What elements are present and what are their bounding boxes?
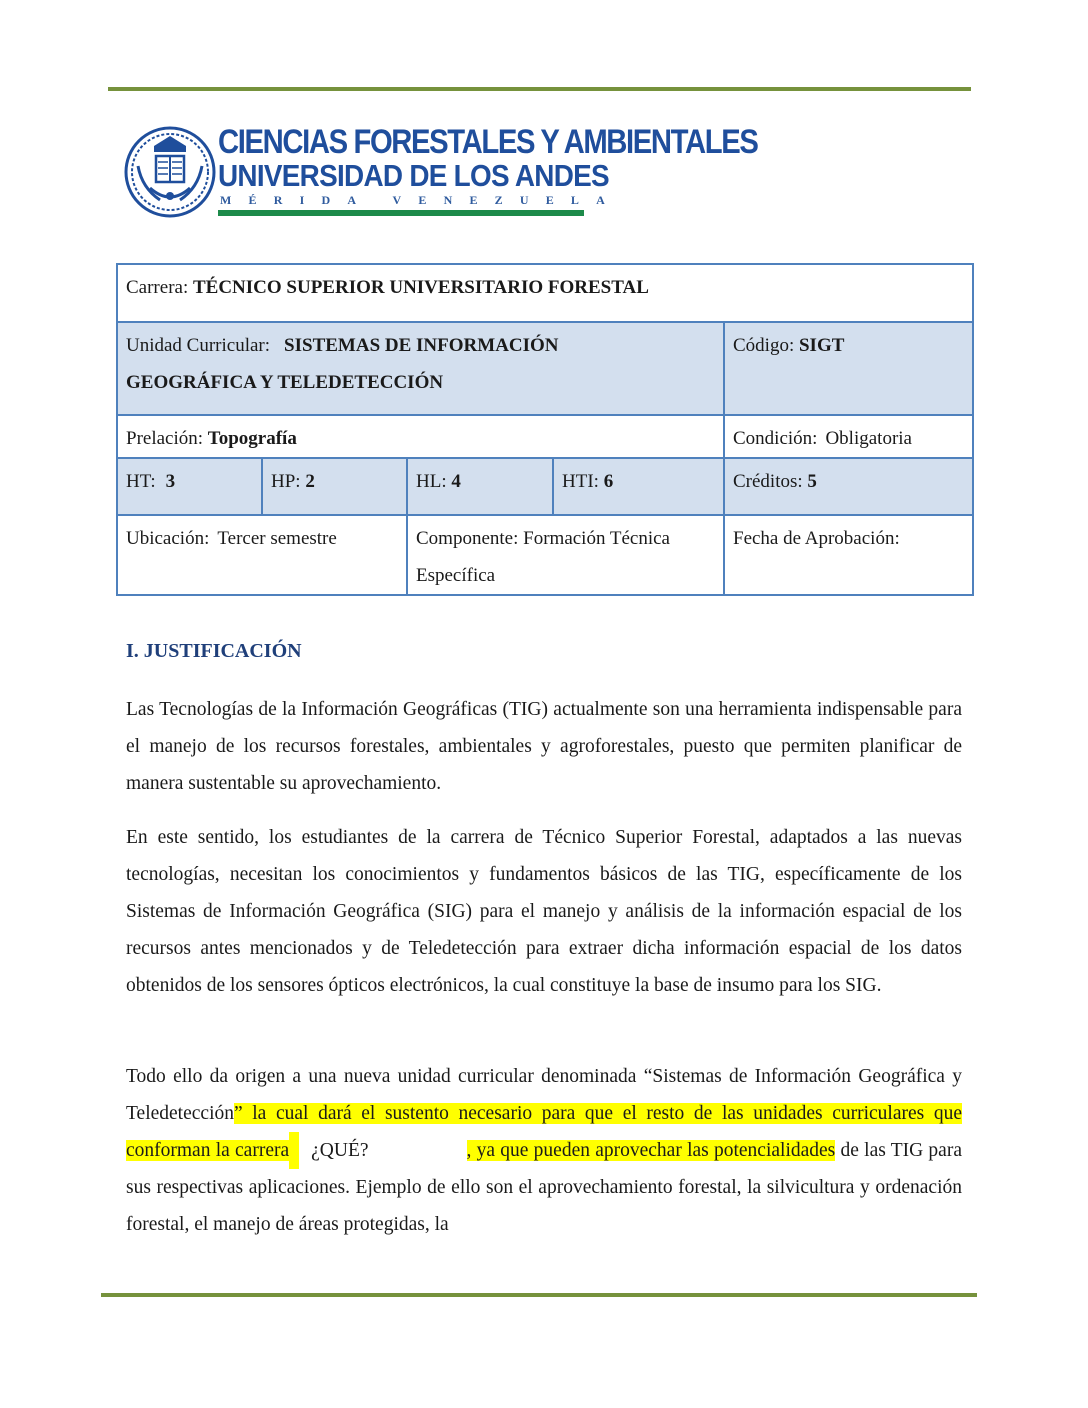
- row-unidad: [117, 322, 973, 415]
- ubicacion-value: Tercer semestre: [217, 528, 337, 549]
- carrera-label: Carrera:: [126, 277, 189, 298]
- prelacion-value: Topografía: [207, 428, 297, 449]
- paragraph-2: En este sentido, los estudiantes de la carrera de Técnico Superior Forestal, adaptados a las nuevas tecnologías, necesitan los conocimientos y fundamentos básicos de las TIG, específicamente de los Sistemas de Información Geográfica (SIG) para el manejo y análisis de la información espacial de los recursos antes mencionados y de Teledetección para extraer dicha información espacial de los datos obtenidos de los sensores ópticos electrónicos, la cual constituye la base de insumo para los SIG.: [126, 827, 962, 996]
- unidad-label: Unidad Curricular:: [126, 335, 271, 356]
- fecha-label: Fecha de Aprobación:: [733, 528, 900, 549]
- hp-label: HP:: [271, 471, 301, 492]
- logo-line-location: MÉRIDA VENEZUELA: [220, 193, 623, 207]
- cell-codigo: [724, 322, 973, 415]
- section-heading: I. JUSTIFICACIÓN: [126, 640, 302, 662]
- cell-ubicacion: [117, 515, 407, 595]
- ht-value: 3: [165, 471, 176, 492]
- cell-fecha: [724, 515, 973, 595]
- creditos-value: 5: [807, 471, 817, 492]
- university-seal-icon: [124, 126, 216, 218]
- paragraph-3-text-b: de las TIG para sus respectivas aplicaciones. Ejemplo de ello son el aprovechamiento forestal, la silvicultura y ordenación forestal, el manejo de áreas protegidas, la: [126, 1140, 962, 1235]
- creditos-label: Créditos:: [733, 471, 803, 492]
- paragraph-3: [126, 1058, 962, 1243]
- paragraph-1: Las Tecnologías de la Información Geográficas (TIG) actualmente son una herramienta indispensable para el manejo de los recursos forestales, ambientales y agroforestales, puesto que permiten planificar de manera sustentable su aprovechamiento.: [126, 699, 962, 794]
- componente-value-line1: Formación Técnica: [523, 528, 670, 549]
- cell-componente: [407, 515, 724, 595]
- cell-hti: [553, 458, 724, 515]
- paragraph-3-highlight-2: , ya que pueden aprovechar las potencialidades: [466, 1140, 836, 1161]
- logo-line-university: UNIVERSIDAD DE LOS ANDES: [218, 158, 609, 193]
- ubicacion-label: Ubicación:: [126, 528, 210, 549]
- hp-value: 2: [305, 471, 315, 492]
- footer-rule: [101, 1293, 977, 1297]
- hti-label: HTI:: [562, 471, 599, 492]
- hl-label: HL:: [416, 471, 447, 492]
- row-carrera: [117, 264, 973, 322]
- cell-carrera: [117, 264, 973, 322]
- logo-line-faculty: CIENCIAS FORESTALES Y AMBIENTALES: [218, 123, 758, 161]
- row-ubicacion: [117, 515, 973, 595]
- prelacion-label: Prelación:: [126, 428, 204, 449]
- condicion-value: Obligatoria: [825, 428, 912, 449]
- cell-hl: [407, 458, 553, 515]
- cell-condicion: [724, 415, 973, 458]
- condicion-label: Condición:: [733, 428, 818, 449]
- cell-unidad: [117, 322, 724, 415]
- row-prelacion: [117, 415, 973, 458]
- paragraph-3-text-a: Todo ello da origen a una nueva unidad curricular denominada “Sistemas de Información Geográfica y Teledetección: [126, 1066, 962, 1124]
- header-rule: [108, 87, 971, 91]
- componente-label: Componente:: [416, 528, 519, 549]
- hl-value: 4: [451, 471, 461, 492]
- ht-label: HT:: [126, 471, 156, 492]
- unidad-value-line2: GEOGRÁFICA Y TELEDETECCIÓN: [126, 372, 444, 393]
- row-hours: [117, 458, 973, 515]
- componente-value-line2: Específica: [416, 565, 496, 586]
- course-info-table: [116, 263, 974, 596]
- logo-underline: [218, 210, 584, 216]
- cell-hp: [262, 458, 407, 515]
- codigo-value: SIGT: [798, 335, 845, 356]
- cell-creditos: [724, 458, 973, 515]
- carrera-value: TÉCNICO SUPERIOR UNIVERSITARIO FORESTAL: [192, 277, 649, 298]
- university-logo: [124, 123, 758, 220]
- cell-ht: [117, 458, 262, 515]
- codigo-label: Código:: [733, 335, 795, 356]
- cell-prelacion: [117, 415, 724, 458]
- hti-value: 6: [603, 471, 614, 492]
- unidad-value-line1: SISTEMAS DE INFORMACIÓN: [284, 335, 559, 356]
- paragraph-3-question: ¿QUÉ?: [311, 1140, 369, 1161]
- paragraph-3-highlight-1: ” la cual dará el sustento necesario para que el resto de las unidades curriculares que conforman la carrera: [126, 1103, 962, 1161]
